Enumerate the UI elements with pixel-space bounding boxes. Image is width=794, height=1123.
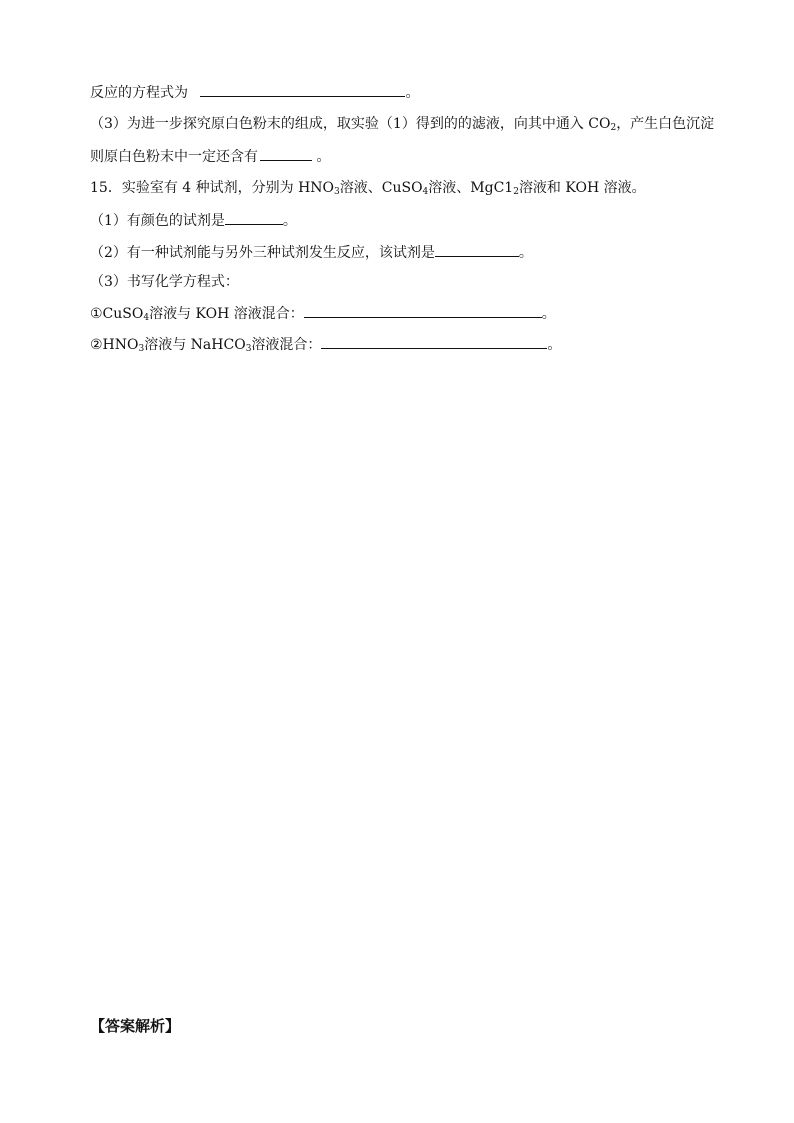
question-15-2: （2）有一种试剂能与另外三种试剂发生反应，该试剂是 。 [90,242,533,263]
answer-blank[interactable] [321,334,547,349]
answer-blank[interactable] [260,146,312,161]
conclusion-line: 则原白色粉末中一定还含有 。 [90,146,330,167]
question-3-line: （3）为进一步探究原白色粉末的组成，取实验（1）得到的的滤液，向其中通入 $CO_2$，产生白色沉淀 [90,116,715,133]
answer-blank[interactable] [225,210,283,225]
equation-2-line: $②HNO_3$溶液与 NaHCO$_3$溶液混合： 。 [90,334,561,355]
equation-1-line: ①CuSO$_4$溶液与 KOH 溶液混合： 。 [90,303,556,324]
answer-blank[interactable] [435,242,519,257]
question-15-stem: 15．实验室有 4 种试剂，分别为 $HNO_3$溶液、CuSO$_4$溶液、$MgC1_2$溶液和 KOH 溶液。 [90,180,646,197]
question-15-3: （3）书写化学方程式： [90,274,239,290]
equation-line: 反应的方程式为 。 [90,82,419,103]
answer-blank[interactable] [200,82,405,97]
question-15-1: （1）有颜色的试剂是 。 [90,210,297,231]
answer-blank[interactable] [304,303,542,318]
answer-analysis-heading: 【答案解析】 [90,1017,181,1035]
